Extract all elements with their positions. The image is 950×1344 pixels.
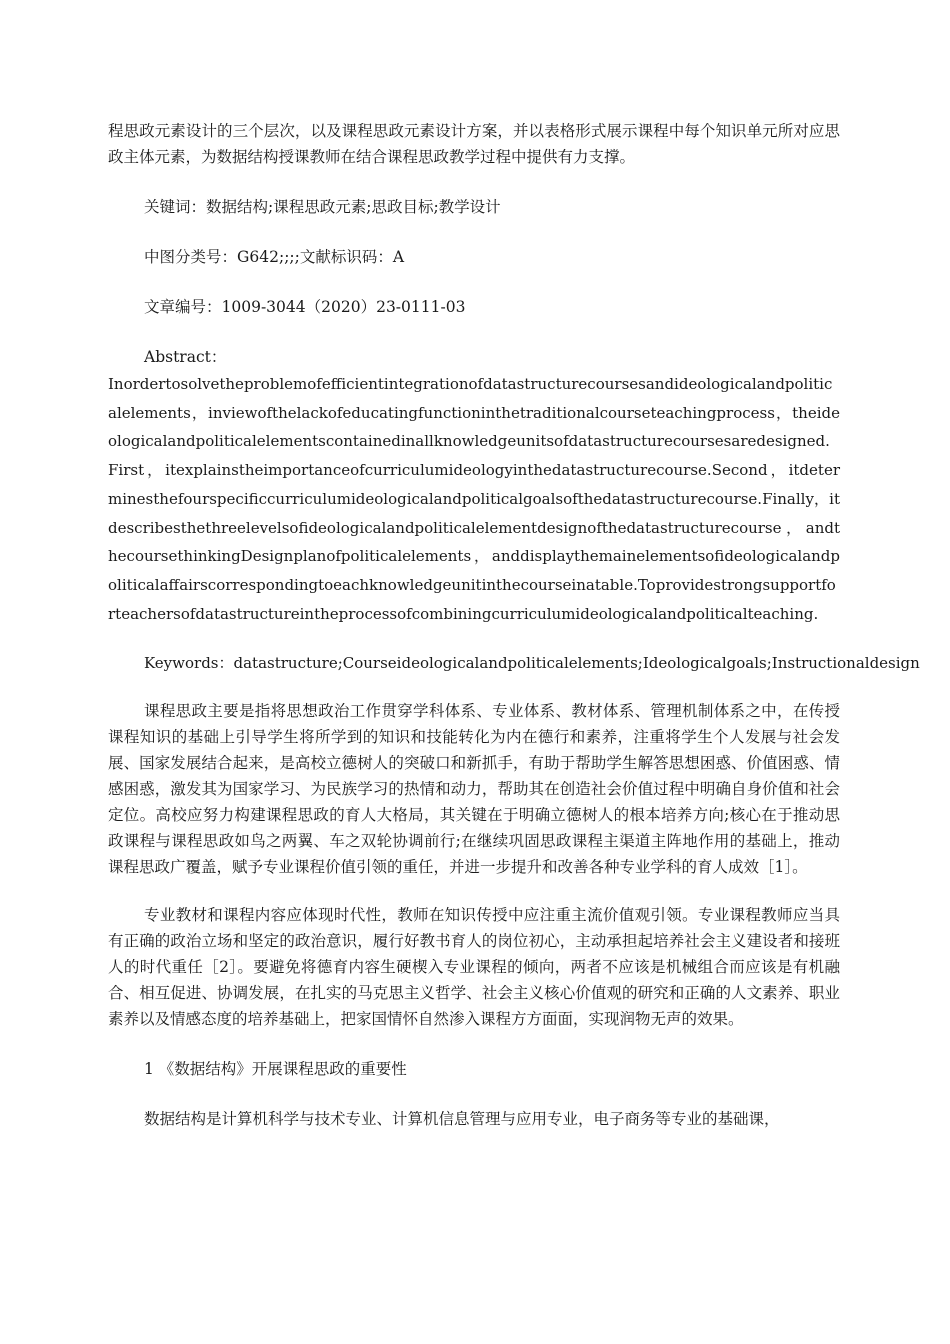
body-paragraph-1: 课程思政主要是指将思想政治工作贯穿学科体系、专业体系、教材体系、管理机制体系之中，在传授课程知识的基础上引导学生将所学到的知识和技能转化为内在德行和素养，注重将学生个人发展与社会发展、国家发展结合起来，是高校立德树人的突破口和新抓手，有助于帮助学生解答思想困惑、价值困惑、情感困惑，激发其为国家学习、为民族学习的热情和动力，帮助其在创造社会价值过程中明确自身价值和社会定位。高校应努力构建课程思政的育人大格局，其关键在于明确立德树人的根本培养方向;核心在于推动思政课程与课程思政如鸟之两翼、车之双轮协调前行;在继续巩固思政课程主渠道主阵地作用的基础上，推动课程思政广覆盖，赋予专业课程价值引领的重任，并进一步提升和改善各种专业学科的育人成效［1］。 bbox=[108, 702, 840, 877]
keywords-en: Keywords：datastructure;Courseideologicalandpoliticalelements;Ideologicalgoals;Instructionaldesign bbox=[144, 654, 920, 673]
article-number: 文章编号：1009-3044（2020）23-0111-03 bbox=[144, 298, 466, 316]
body-paragraph-3: 数据结构是计算机科学与技术专业、计算机信息管理与应用专业，电子商务等专业的基础课， bbox=[144, 1110, 780, 1129]
abstract-label: Abstract： bbox=[144, 348, 227, 366]
section-heading-1: 1 《数据结构》开展课程思政的重要性 bbox=[144, 1060, 407, 1079]
body-paragraph-2: 专业教材和课程内容应体现时代性，教师在知识传授中应注重主流价值观引领。专业课程教师应当具有正确的政治立场和坚定的政治意识，履行好教书育人的岗位初心，主动承担起培养社会主义建设者和接班人的时代重任［2］。要避免将德育内容生硬楔入专业课程的倾向，两者不应该是机械组合而应该是有机融合、相互促进、协调发展，在扎实的马克思主义哲学、社会主义核心价值观的研究和正确的人文素养、职业素养以及情感态度的培养基础上，把家国情怀自然渗入课程方方面面，实现润物无声的效果。 bbox=[108, 906, 840, 1029]
keywords-cn: 关键词：数据结构;课程思政元素;思政目标;教学设计 bbox=[144, 198, 501, 216]
intro-paragraph-tail: 程思政元素设计的三个层次，以及课程思政元素设计方案，并以表格形式展示课程中每个知识单元所对应思政主体元素，为数据结构授课教师在结合课程思政教学过程中提供有力支撑。 bbox=[108, 122, 840, 166]
document-page bbox=[108, 118, 920, 1132]
abstract-body: Inordertosolvetheproblemofefficientintegrationofdatastructurecoursesandideologicalandpoliticalelements，inviewofthelackofeducatingfunctioninthetraditionalcourseteachingprocess，theideologicalandpoliticalelementscontainedinallknowledgeunitsofdatastructurecoursesaredesigned.First，itexplainstheimportanceofcurriculumideologyinthedatastructurecourse.Second，itdeterminesthefourspecificcurriculumideologicalandpoliticalgoalsofthedatastructurecourse.Finally，itdescribesthethreelevelsofideologicalandpoliticalelementdesignofthedatastructurecourse，andthecoursethinkingDesignplanofpoliticalelements，anddisplaythemainelementsofideologicalandpoliticalaffairscorrespondingtoeachknowledgeunitinthecourseinatable.Toprovidestrongsupportforteachersofdatastructureintheprocessofcombiningcurriculumideologicalandpoliticalteaching. bbox=[108, 375, 840, 623]
classification-number: 中图分类号：G642;;;;文献标识码：A bbox=[144, 248, 405, 266]
